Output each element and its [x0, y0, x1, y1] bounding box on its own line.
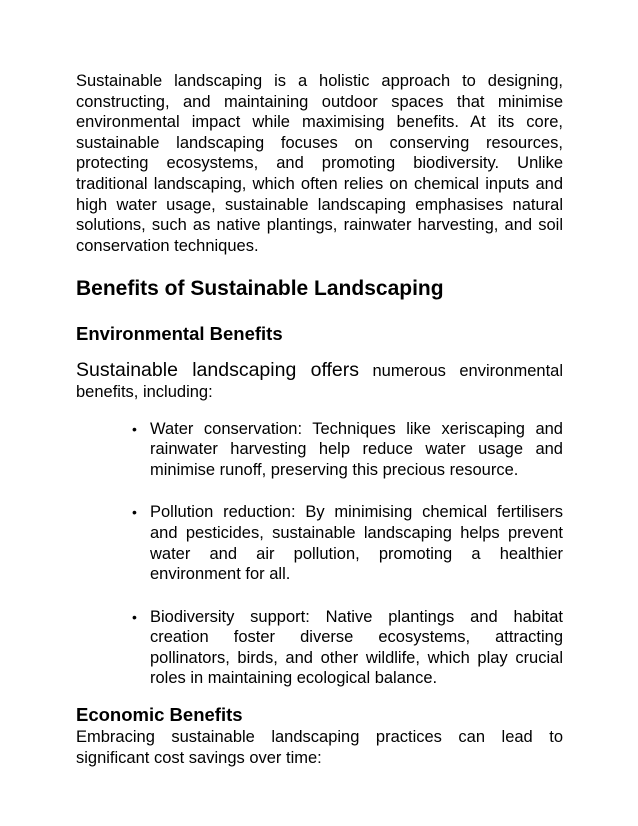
subheading-economic-benefits: Economic Benefits [76, 704, 243, 726]
intro-paragraph: Sustainable landscaping is a holistic approach to designing, constructing, and maintaining outdoor spaces that minimise environmental impact while maximising benefits. At its core, sustainable landscaping focuses on conserving resources, protecting ecosystems, and promoting biodiversity. Unlike traditional landscaping, which often relies on chemical inputs and high water usage, sustainable landscaping emphasises natural solutions, such as native plantings, rainwater harvesting, and soil conservation techniques. [76, 72, 563, 255]
bullet-text: Pollution reduction: By minimising chemical fertilisers and pesticides, sustainable landscaping helps prevent water and air pollution, promoting a healthier environment for all. [150, 503, 563, 584]
environmental-intro [76, 360, 563, 402]
bullet-icon: • [132, 420, 137, 437]
bullet-water-conservation [132, 419, 563, 481]
bullet-text: Water conservation: Techniques like xeriscaping and rainwater harvesting help reduce water usage and minimise runoff, preserving this precious resource. [150, 419, 563, 479]
bullet-icon: • [132, 608, 137, 625]
bullet-text: Biodiversity support: Native plantings and habitat creation foster diverse ecosystems, attracting pollinators, birds, and other wildlife, which play crucial roles in maintaining ecological balance. [150, 607, 563, 688]
economic-paragraph: Embracing sustainable landscaping practices can lead to significant cost savings over time: [76, 728, 563, 767]
bullet-pollution-reduction [132, 502, 563, 584]
document-body [76, 71, 563, 768]
section-heading-benefits: Benefits of Sustainable Landscaping [76, 277, 444, 301]
subheading-environmental-benefits: Environmental Benefits [76, 323, 283, 345]
environmental-intro-rest: numerous environmental benefits, including: [76, 362, 563, 401]
bullet-biodiversity-support [132, 607, 563, 689]
environmental-intro-lead: Sustainable landscaping offers [76, 359, 360, 382]
environmental-bullet-list [76, 419, 563, 690]
bullet-icon: • [132, 504, 137, 521]
